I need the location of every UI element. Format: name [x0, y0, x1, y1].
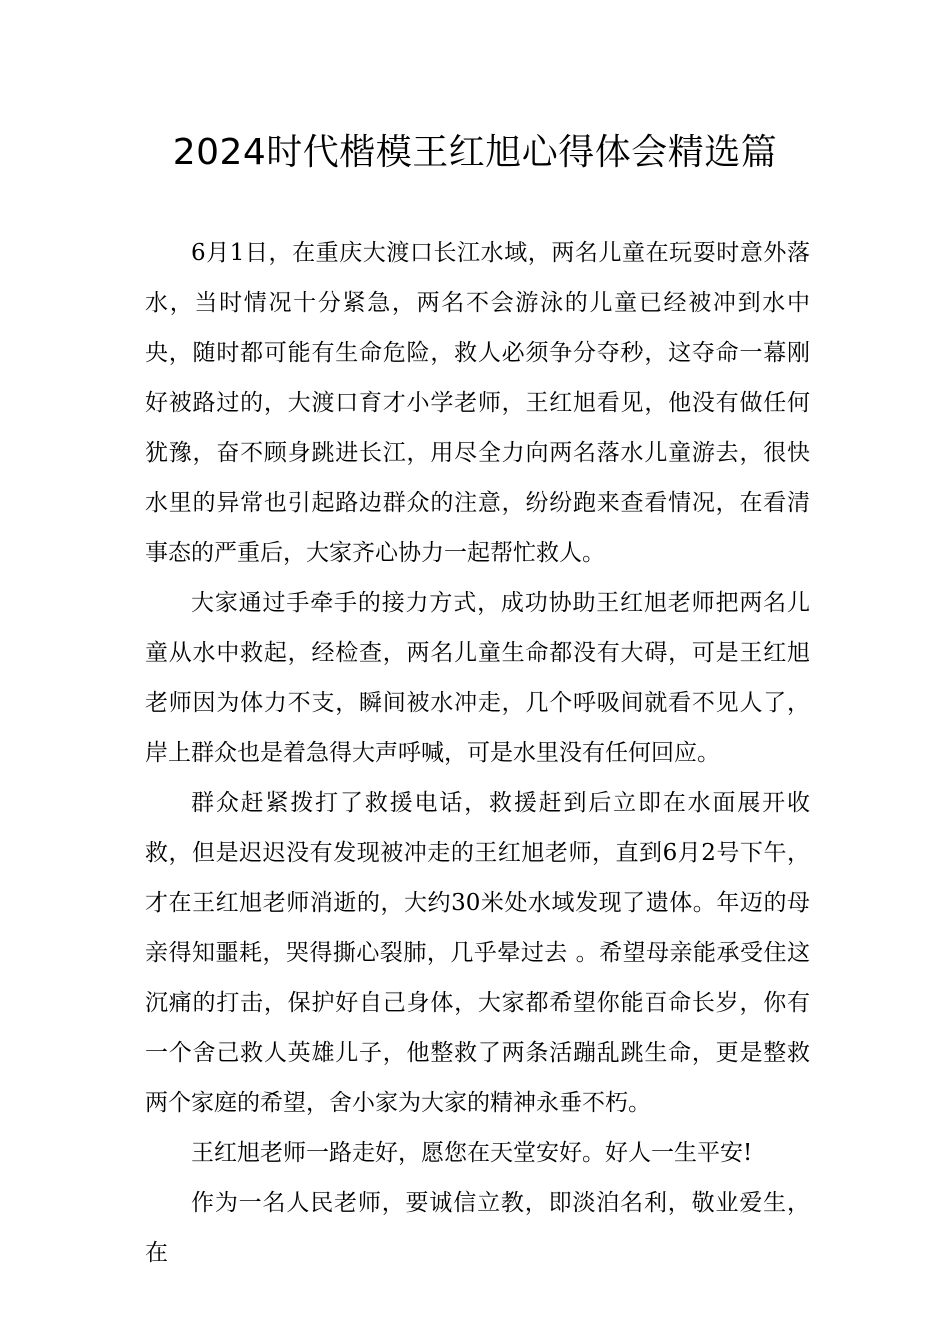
paragraph: 大家通过手牵手的接力方式，成功协助王红旭老师把两名儿童从水中救起，经检查，两名儿童生命都没有大碍，可是王红旭老师因为体力不支，瞬间被水冲走，几个呼吸间就看不见人了，岸上群众也是着急得大声呼喊，可是水里没有任何回应。	[145, 590, 810, 766]
paragraph: 作为一名人民老师，要诚信立教，即淡泊名利，敬业爱生，在	[145, 1190, 810, 1266]
document-body	[145, 228, 810, 1278]
paragraph: 王红旭老师一路走好，愿您在天堂安好。好人一生平安!	[191, 1140, 753, 1166]
paragraph: 群众赶紧拨打了救援电话，救援赶到后立即在水面展开收救，但是迟迟没有发现被冲走的王红旭老师，直到6月2号下午，才在王红旭老师消逝的，大约30米处水域发现了遗体。年迈的母亲得知噩耗，哭得撕心裂肺，几乎晕过去 。希望母亲能承受住这沉痛的打击，保护好自己身体，大家都希望你能百命长岁，你有一个舍己救人英雄儿子，他整救了两条活蹦乱跳生命，更是整救两个家庭的希望，舍小家为大家的精神永垂不朽。	[145, 790, 810, 1116]
page-title: 2024时代楷模王红旭心得体会精选篇	[172, 132, 778, 173]
paragraph: 6月1日，在重庆大渡口长江水域，两名儿童在玩耍时意外落水，当时情况十分紧急，两名不会游泳的儿童已经被冲到水中央，随时都可能有生命危险，救人必须争分夺秒，这夺命一幕刚好被路过的，大渡口育才小学老师，王红旭看见，他没有做任何犹豫，奋不顾身跳进长江，用尽全力向两名落水儿童游去，很快水里的异常也引起路边群众的注意，纷纷跑来查看情况，在看清事态的严重后，大家齐心协力一起帮忙救人。	[145, 240, 810, 566]
